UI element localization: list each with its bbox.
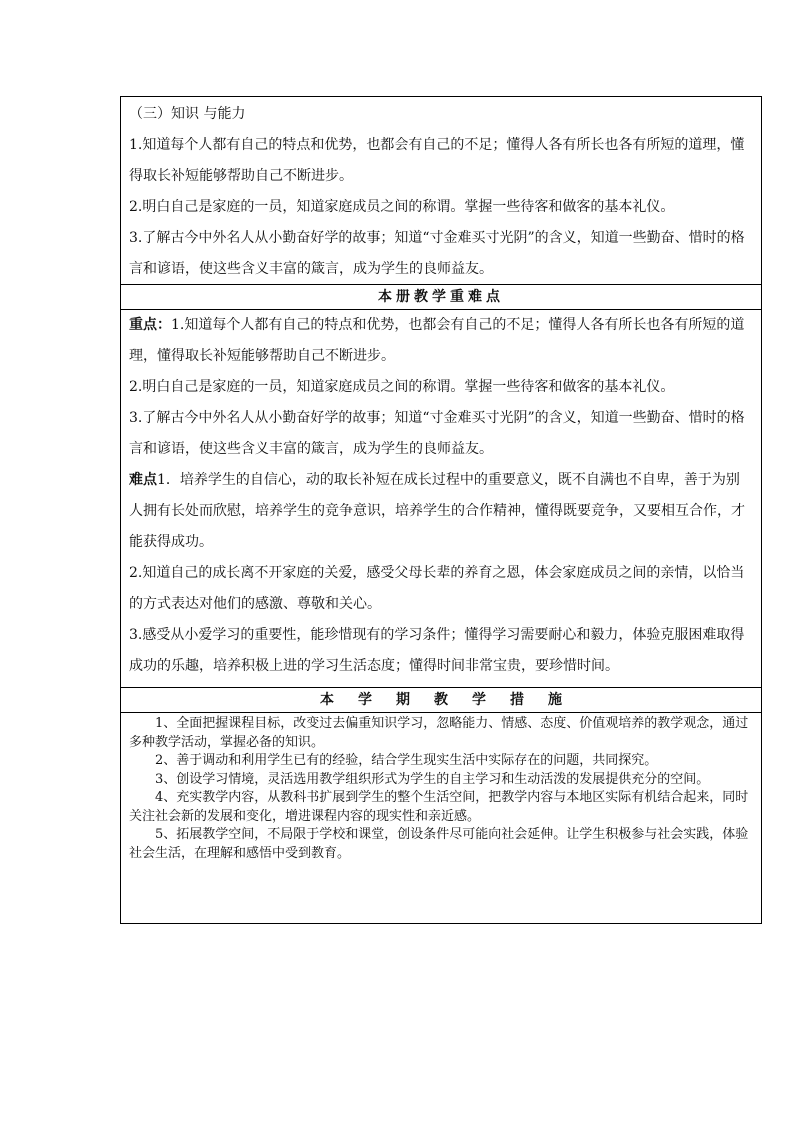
section-heading: （三）知识 与能力: [129, 106, 246, 122]
measures-header-char: 施: [548, 692, 562, 708]
measures-header-char: 学: [472, 692, 486, 708]
measure-item-1: 1、全面把握课程目标，改变过去偏重知识学习，忽略能力、情感、态度、价值观培养的教学观念，通过多种教学活动，掌握必备的知识。: [129, 716, 749, 750]
measures-header-char: 本: [320, 692, 334, 708]
key-point-1: [129, 310, 753, 372]
difficult-points-label: 难点: [129, 472, 157, 488]
goal-item-3: 3.了解古今中外名人从小勤奋好学的故事；知道“寸金难买寸光阴”的含义，知道一些勤奋、惜时的格言和谚语，使这些含义丰富的箴言，成为学生的良师益友。: [129, 230, 745, 277]
difficult-point-1-text: 1．培养学生的自信心，动的取长补短在成长过程中的重要意义，既不自满也不自卑，善于为别人拥有长处而欣慰，培养学生的竞争意识，培养学生的合作精神，懂得既要竞争，又要相互合作，才能获得成功。: [129, 472, 745, 550]
knowledge-ability-section: [121, 97, 761, 285]
goal-item-1: 1.知道每个人都有自己的特点和优势，也都会有自己的不足；懂得人各有所长也各有所短的道理，懂得取长补短能够帮助自己不断进步。: [129, 137, 745, 184]
measures-header-char: 措: [510, 692, 524, 708]
difficult-point-3: 3.感受从小爱学习的重要性，能珍惜现有的学习条件；懂得学习需要耐心和毅力，体验克服困难取得成功的乐趣，培养积极上进的学习生活态度；懂得时间非常宝贵，要珍惜时间。: [129, 627, 745, 674]
goal-item-2: 2.明白自己是家庭的一员，知道家庭成员之间的称谓。掌握一些待客和做客的基本礼仪。: [129, 199, 675, 215]
difficult-point-1: [129, 465, 753, 558]
key-point-1-text: 1.知道每个人都有自己的特点和优势，也都会有自己的不足；懂得人各有所长也各有所短的道理，懂得取长补短能够帮助自己不断进步。: [129, 317, 745, 364]
measures-header-char: 期: [396, 692, 410, 708]
measures-header: [121, 688, 761, 713]
measures-header-char: 学: [358, 692, 372, 708]
difficult-point-2: 2.知道自己的成长离不开家庭的关爱，感受父母长辈的养育之恩，体会家庭成员之间的亲情，以恰当的方式表达对他们的感激、尊敬和关心。: [129, 565, 745, 612]
measure-item-4: 4、充实教学内容，从教科书扩展到学生的整个生活空间，把教学内容与本地区实际有机结合起来，同时关注社会新的发展和变化，增进课程内容的现实性和亲近感。: [129, 790, 749, 824]
key-points-label: 重点：: [129, 317, 171, 333]
measure-item-2: 2、善于调动和利用学生已有的经验，结合学生现实生活中实际存在的问题，共同探究。: [155, 753, 658, 768]
key-difficult-header: 本册教学重难点: [121, 285, 761, 310]
measure-item-5: 5、拓展教学空间，不局限于学校和课堂，创设条件尽可能向社会延伸。让学生积极参与社会实践，体验社会生活，在理解和感悟中受到教育。: [129, 827, 749, 861]
plan-table: [120, 96, 762, 924]
measures-section: [121, 713, 761, 923]
key-point-2: 2.明白自己是家庭的一员，知道家庭成员之间的称谓。掌握一些待客和做客的基本礼仪。: [129, 379, 675, 395]
measure-item-3: 3、创设学习情境，灵活选用教学组织形式为学生的自主学习和生动活泼的发展提供充分的空间。: [155, 771, 710, 787]
key-difficult-section: [121, 310, 761, 688]
key-point-3: 3.了解古今中外名人从小勤奋好学的故事；知道“寸金难买寸光阴”的含义，知道一些勤奋、惜时的格言和谚语，使这些含义丰富的箴言，成为学生的良师益友。: [129, 410, 745, 457]
measures-header-char: 教: [434, 692, 448, 708]
